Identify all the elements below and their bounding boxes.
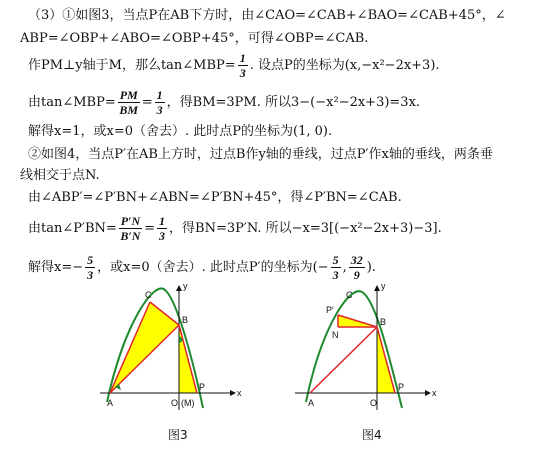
frac-den: B′N (120, 229, 141, 243)
frac-den: 9 (353, 268, 360, 282)
line-6 (28, 190, 402, 206)
fraction-1-3 (157, 215, 167, 242)
text-l1b: ABP=∠OBP+∠ABO=∠OBP+45°，可得∠OBP=∠CAB. (20, 31, 369, 46)
text-l7-pre: 由tan∠P′BN= (28, 221, 117, 236)
text-l2-pre: 作PM⊥y轴于M，那么tan∠MBP= (28, 58, 236, 73)
label-o: O (370, 398, 378, 408)
line-1a (28, 8, 506, 24)
equals: = (141, 95, 153, 110)
fraction-5-3 (331, 254, 341, 281)
frac-num: 1 (159, 214, 166, 228)
label-b: B (380, 317, 387, 327)
text-l5b: 线相交于点N. (20, 168, 100, 183)
label-p: P (199, 382, 206, 392)
fraction-1-3 (155, 89, 165, 116)
equals: = (144, 221, 156, 236)
text-l4: 解得x=1，或x=0（舍去）. 此时点P的坐标为(1, 0). (28, 124, 333, 139)
frac-num: 5 (87, 253, 94, 267)
frac-den: BM (119, 103, 139, 117)
line-8 (28, 254, 376, 281)
frac-den: 3 (332, 268, 339, 282)
text-l6: 由∠ABP′=∠P′BN+∠ABN=∠P′BN+45°，得∠P′BN=∠CAB. (28, 190, 402, 205)
frac-num: P′N (120, 214, 141, 228)
frac-num: PM (119, 88, 138, 102)
label-a: A (308, 398, 315, 408)
label-y: y (381, 281, 386, 291)
line-4 (28, 124, 332, 140)
caption-fig3: 图3 (168, 428, 188, 442)
label-c: C (145, 290, 152, 300)
fraction-5-3 (85, 254, 95, 281)
label-y: y (183, 281, 188, 291)
text-l2-post: . 设点P的坐标为(x,−x²−2x+3). (249, 58, 440, 73)
text-l8-pre: 解得x=− (28, 260, 84, 275)
label-m: (M) (181, 398, 195, 408)
frac-num: 1 (156, 88, 163, 102)
frac-den: 3 (239, 66, 246, 80)
frac-num: 5 (332, 253, 339, 267)
text-l5a: ②如图4，当点P′在AB上方时，过点B作y轴的垂线，过点P′作x轴的垂线，两条垂 (28, 147, 493, 162)
line-7 (28, 215, 442, 242)
fraction-pn-bn (119, 215, 142, 242)
comma: , (342, 260, 347, 275)
label-x: x (432, 388, 437, 398)
label-p-prime: P′ (326, 305, 334, 315)
line-ab (310, 327, 377, 393)
text-l3-post: ，得BM=3PM. 所以3−(−x²−2x+3)=3x. (166, 95, 421, 110)
frac-den: 3 (87, 268, 94, 282)
caption-fig4: 图4 (362, 428, 382, 442)
line-5a (28, 147, 493, 163)
text-l8-end: ). (366, 260, 376, 275)
line-1b (20, 31, 368, 47)
frac-num: 32 (350, 253, 363, 267)
fraction-pm-bm (118, 89, 140, 116)
frac-num: 1 (239, 51, 246, 65)
label-n: N (332, 330, 339, 340)
line-5b (20, 168, 100, 184)
figure-3 (95, 280, 255, 420)
fraction-1-3 (238, 52, 248, 79)
text-l8-mid: ，或x=0（舍去）. 此时点P′的坐标为(− (97, 260, 329, 275)
frac-den: 3 (159, 229, 166, 243)
line-3 (28, 89, 420, 116)
text-l1a: （3）①如图3，当点P在AB下方时，由∠CAO=∠CAB+∠BAO=∠CAB+45°，∠ (28, 8, 506, 23)
label-o: O (171, 398, 179, 408)
text-l3-pre: 由tan∠MBP= (28, 95, 116, 110)
label-b: B (182, 315, 189, 325)
label-x: x (237, 388, 242, 398)
fraction-32-9 (349, 254, 365, 281)
label-c: C (346, 290, 353, 300)
figure-4 (290, 280, 450, 420)
label-p: P (398, 382, 405, 392)
label-a: A (107, 398, 114, 408)
line-2 (28, 52, 440, 79)
text-l7-post: ，得BN=3P′N. 所以−x=3[(−x²−2x+3)−3]. (169, 221, 442, 236)
frac-den: 3 (156, 103, 163, 117)
